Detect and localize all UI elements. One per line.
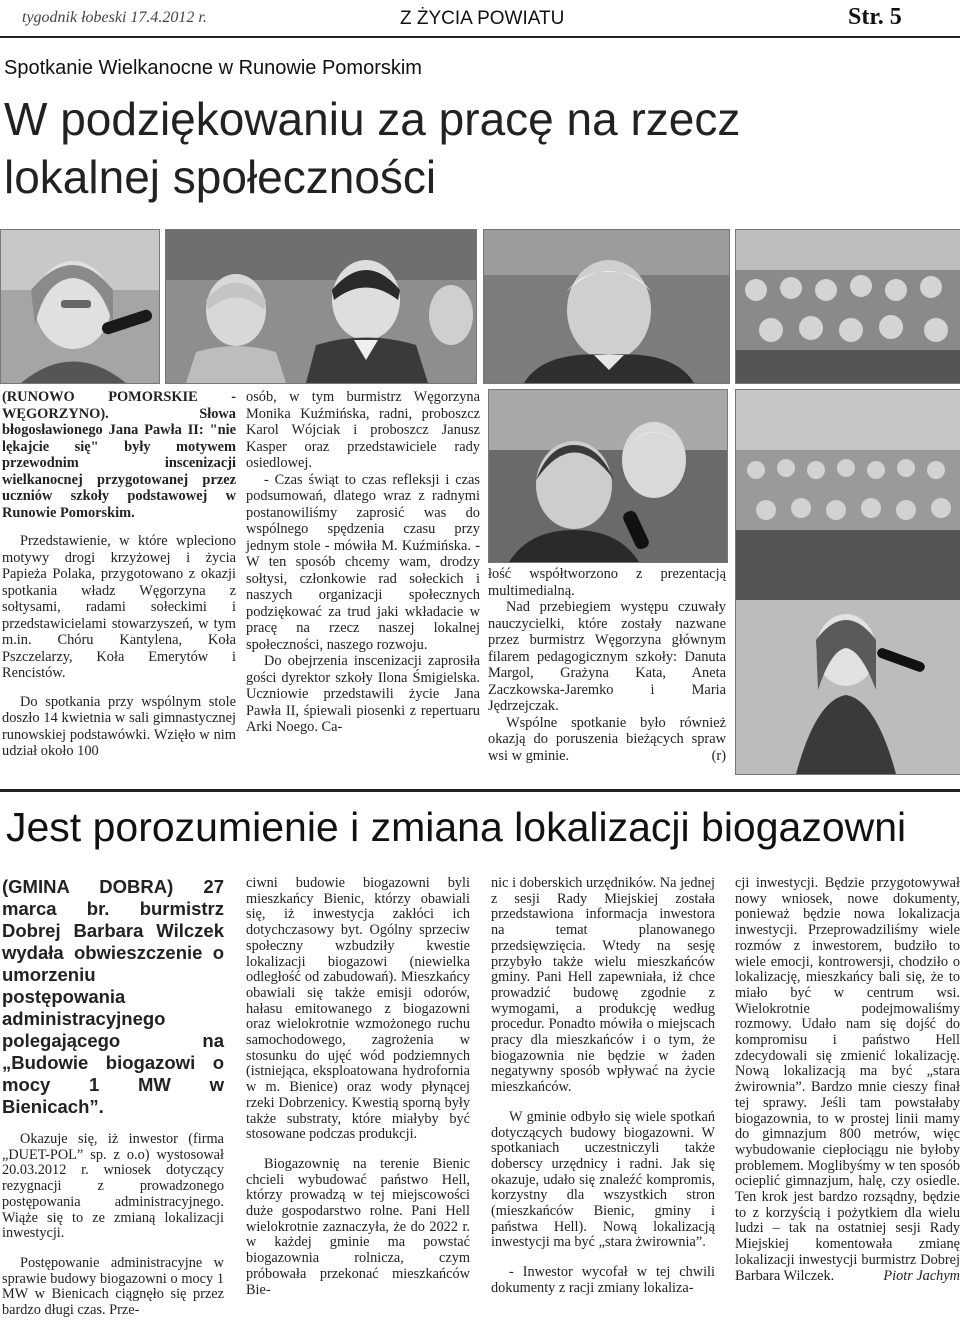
- section-rule: [0, 789, 960, 792]
- article2-paragraph: nic i doberskich urzędników. Na jednej z sesji Rady Miejskiej została przedstawiona informacja inwestora na temat planowanego przedsięwzięcia. Wtedy na sesję przybyło także wielu mieszkańców gminy. Pani Hell zapewniała, iż chce prowadzić budowę zgodnie z wymogami, a produkcję według procedur. Ponadto mówiła o miejscach pracy dla mieszkańców i o tym, że biogazownia nie będzie w żaden negatywny sposób wpływać na życie mieszkańców.: [491, 875, 715, 1096]
- headline-line-1: W podziękowaniu za pracę na rzecz: [4, 93, 741, 145]
- article2-paragraph: ciwni budowie biogazowni byli mieszkańcy Bienic, którzy obawiali się, iż inwestycja zakłóci ich dotychczasowy byt. Ogólny sprzeciw społeczny wzbudziły kwestie lokalizacji biogazowi (niewielka odległość od zabudowań). Mieszkańcy obawiali się także emisji odorów, hałasu emitowanego z biogazowni oraz wielokrotnie wzmożonego ruchu samochodowego, zagrożenia w stosunku do ujęć wód podziemnych (istniejąca, eksploatowana hydrofornia w m. Bienice) oraz wody płynącej rzeki Dobrzenicy. Kwestią sporną były także substraty, które miałyby być stosowane podczas produkcji.: [246, 875, 470, 1143]
- article2-headline: Jest porozumienie i zmiana lokalizacji biogazowni: [6, 804, 907, 850]
- article2-paragraph: Okazuje się, iż inwestor (firma „DUET-POL” sp. z o.o) wystosował 20.03.2012 r. wniosek dotyczący rezygnacji z prowadzonego postępowania administracyjnego. Wiąże się to ze zmianą lokalizacji inwestycji.: [2, 1131, 224, 1242]
- article1-closing-text: Wspólne spotkanie było również okazją do poruszenia bieżących spraw wsi w gminie.: [488, 714, 726, 764]
- article1-paragraph: - Czas świąt to czas refleksji i czas podsumowań, dlatego wraz z radnymi postanowiliśmy zaprosić was do wspólnego spędzenia czasu przy jednym stole - mówiła M. Kuźmińska. - W ten sposób chcemy wam, drodzy sołtysi, członkowie rad sołeckich i naszych organizacji społecznych podziękować za trud jaki wkładacie w pracę na rzecz naszej lokalnej społeczności, naszego rozwoju.: [246, 471, 480, 653]
- headline-line-2: lokalnej społeczności: [4, 151, 437, 203]
- photo-audience: [735, 229, 960, 384]
- photo-children: [165, 229, 477, 384]
- article2-paragraph: [735, 876, 960, 1284]
- article2-column-1: [2, 876, 224, 1333]
- photo-older-man: [483, 229, 730, 384]
- article2-column-4: [735, 876, 960, 1284]
- article-headline: [4, 90, 944, 206]
- photo-women-microphone: [488, 389, 728, 563]
- article1-paragraph: osób, w tym burmistrz Węgorzyna Monika Kuźmińska, radni, proboszcz Karol Wójciak i proboszcz Janusz Kasper oraz przedstawiciele rady osiedlowej.: [246, 389, 480, 471]
- article1-paragraph: łość współtworzono z prezentacją multimedialną.: [488, 566, 726, 599]
- article1-lead: (RUNOWO POMORSKIE - WĘGORZYNO). Słowa błogosławionego Jana Pawła II: "nie lękajcie się" były motywem przewodnim inscenizacji wielkanocnej przygotowanej przez uczniów szkoły podstawowej w Runowie Pomorskim.: [2, 389, 236, 521]
- article2-column-3: [491, 876, 715, 1311]
- article2-paragraph: Postępowanie administracyjne w sprawie budowy biogazowni o mocy 1 MW w Bienicach ciągnęło się przez bardzo długi czas. Prze-: [2, 1254, 224, 1319]
- section-title: Z ŻYCIA POWIATU: [400, 8, 565, 29]
- article1-paragraph: Do obejrzenia inscenizacji zaprosiła gości dyrektor szkoły Ilona Śmigielska. Uczniowie przedstawili życie Jana Pawła II, śpiewali piosenki z repertuaru Arki Noego. Ca-: [246, 653, 480, 735]
- article1-column-2: [246, 389, 480, 736]
- article2-column-2: [246, 876, 470, 1312]
- article1-paragraph: Nad przebiegiem występu czuwały nauczycielki, które zostały nazwane przez burmistrz Węgorzyna głównym filarem pedagogicznym szkoły: Danuta Margol, Grażyna Kata, Aneta Zaczkowska-Jaremko i Maria Jędrzejczak.: [488, 599, 726, 714]
- article1-signature: (r): [711, 747, 726, 764]
- article1-paragraph: Do spotkania przy wspólnym stole doszło 14 kwietnia w sali gimnastycznej runowskiej podstawówki. Wzięło w nim udział około 100: [2, 693, 236, 759]
- article2-paragraph: - Inwestor wycofał w tej chwili dokumenty z racji zmiany lokaliza-: [491, 1264, 715, 1296]
- article2-paragraph: W gminie odbyło się wiele spotkań dotyczących budowy biogazowni. W spotkaniach uczestniczyli także doberscy urzędnicy i radni. Jak się okazuje, udało się znaleźć kompromis, korzystny dla wszystkich stron (mieszkańców Bienic, gminy i państwa Hell). Nową lokalizacją inwestycji ma być „stara żwirownia”.: [491, 1108, 715, 1251]
- article1-column-1: [2, 389, 236, 760]
- photo-schoolchildren-hall: [735, 389, 960, 775]
- photo-girl-microphone: [0, 229, 160, 384]
- header-rule: [0, 36, 960, 38]
- article2-paragraph: Biogazownię na terenie Bienic chcieli wybudować państwo Hell, którzy prowadzą w tej miejscowości duże gospodarstwo rolne. Pani Hell wielokrotnie zaznaczyła, że do 2022 r. w każdej gminie ma powstać biogazownia rolnicza, czym próbowała przekonać mieszkańców Bie-: [246, 1155, 470, 1298]
- article1-paragraph: Przedstawienie, w które wpleciono motywy drogi krzyżowej i życia Papieża Polaka, przygotowano z okazji spotkania władz Węgorzyna z sołtysami, radami sołeckimi i przedstawicielami stowarzyszeń, w tym m.in. Chóru Kantylena, Koła Pszczelarzy, Koła Emerytów i Rencistów.: [2, 533, 236, 681]
- article2-lead: (GMINA DOBRA) 27 marca br. burmistrz Dobrej Barbara Wilczek wydała obwieszczenie o umorzeniu postępowania administracyjnego polegającego na „Budowie biogazowi o mocy 1 MW w Bienicach”.: [2, 876, 224, 1117]
- article1-column-3: [488, 566, 726, 764]
- article-author: Piotr Jachym: [883, 1267, 960, 1284]
- issue-date: tygodnik łobeski 17.4.2012 r.: [22, 9, 207, 26]
- page-number: Str. 5: [848, 4, 902, 30]
- article-kicker: Spotkanie Wielkanocne w Runowie Pomorskim: [4, 57, 422, 79]
- article2-closing-text: cji inwestycji. Będzie przygotowywał nowy wniosek, nowe dokumenty, ponieważ będzie nowa lokalizacja inwestycji. Przeprowadziliśmy wiele rozmów z inwestorem, budziło to wiele emocji, kontrowersji, chodziło o lokalizację, mieszkańcy bali się, że to miało być w centrum wsi. Wielokrotnie podejmowaliśmy rozmowy. Udało nam się dojść do kompromisu i państwo Hell zdecydowali się zmienić lokalizację. Nową lokalizacją ma być „stara żwirownia”. Bardzo mnie cieszy finał tej sprawy. Jeśli tam powstałaby biogazownia, to w prostej linii mamy do gimnazjum 800 metrów, więc wybudowanie ciepłociągu nie byłoby problemem. Moglibyśmy w ten sposób ocieplić gimnazjum, halę, czy osiedle. Ten krok jest bardzo rozsądny, będzie to z korzyścią i pożytkiem dla wielu ludzi – tak na ostatniej sesji Rady Miejskiej komentowała zmianę lokalizacji inwestycji burmistrz Dobrej Barbara Wilczek.: [735, 875, 960, 1284]
- article1-paragraph: [488, 715, 726, 765]
